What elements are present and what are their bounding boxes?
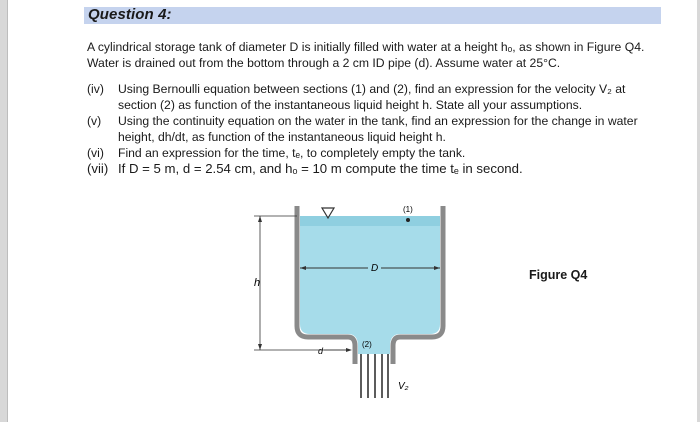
section-1-label: (1) <box>403 205 413 214</box>
item-line: If D = 5 m, d = 2.54 cm, and hₒ = 10 m compute the time tₑ in second. <box>118 161 523 176</box>
intro-line: Water is drained out from the bottom through a 2 cm ID pipe (d). Assume water at 25°C. <box>87 56 561 70</box>
item-number: (v) <box>87 114 102 128</box>
item-line: Find an expression for the time, tₑ, to completely empty the tank. <box>118 146 466 160</box>
question-intro <box>87 39 667 71</box>
question-title: Question 4: <box>88 6 172 23</box>
question-item-iv <box>87 81 667 113</box>
velocity-label: V₂ <box>398 381 409 392</box>
item-line: section (2) as function of the instantaneous liquid height h. State all your assumptions. <box>118 98 583 112</box>
left-page-rule <box>7 0 8 422</box>
section-1-dot <box>406 218 410 222</box>
arrow-up-icon <box>258 216 262 222</box>
question-item-v <box>87 113 667 145</box>
figure-label: Figure Q4 <box>529 268 588 282</box>
height-label: h <box>254 277 261 289</box>
question-item-vii <box>87 161 667 177</box>
item-line: Using the continuity equation on the water in the tank, find an expression for the change in water <box>118 114 638 128</box>
item-line: Using Bernoulli equation between sections (1) and (2), find an expression for the velocity V₂ at <box>118 82 626 96</box>
pipe-diameter-label: d <box>318 346 324 356</box>
outlet-jet <box>361 354 388 398</box>
arrow-down-icon <box>258 344 262 350</box>
section-2-label: (2) <box>362 340 372 349</box>
arrow-right-icon <box>346 348 352 352</box>
water-region <box>300 216 440 354</box>
question-item-vi <box>87 145 667 161</box>
item-line: height, dh/dt, as function of the instantaneous liquid height h. <box>118 130 446 144</box>
question-items <box>87 81 667 177</box>
left-page-margin <box>0 0 7 422</box>
item-number: (vii) <box>87 161 109 176</box>
diameter-label: D <box>371 263 379 274</box>
item-number: (iv) <box>87 82 104 96</box>
tank-figure <box>240 196 470 406</box>
item-number: (vi) <box>87 146 104 160</box>
intro-line: A cylindrical storage tank of diameter D is initially filled with water at a height hₒ, as shown in Figure Q4. <box>87 40 645 54</box>
water-surface <box>300 216 440 226</box>
